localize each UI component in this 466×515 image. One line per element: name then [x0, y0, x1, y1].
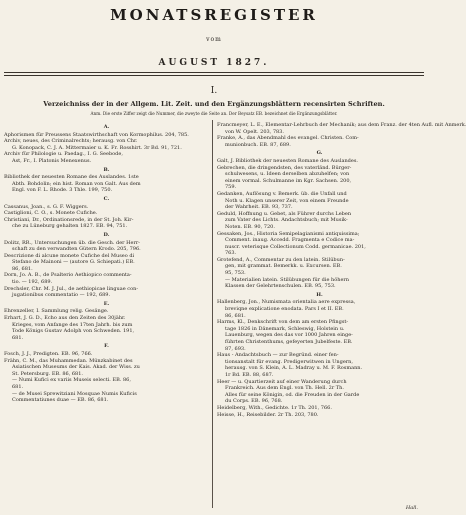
register-entry: 86, 681.: [12, 265, 33, 272]
column-divider: [212, 120, 213, 508]
signature: Hall.: [405, 505, 418, 511]
register-entry: Geduld, Hoffnung u. Gebet, als Führer durchs Leben: [217, 210, 352, 217]
register-entry: Dorn, Jo. A. B., de Psalterio Aethiopico commenta-: [4, 272, 132, 279]
register-entry: Christiani, Dr., Ordinationsrede, in der St. Joh. Kir-: [4, 216, 134, 223]
register-entry: 87, 693.: [225, 345, 246, 352]
index-letter: B.: [103, 166, 110, 173]
register-entry: — de Musei Sprewitziani Mosquae Numis Kuficis: [12, 390, 137, 397]
register-entry: Noten. EB. 90, 720.: [225, 223, 275, 230]
index-letter: C.: [103, 195, 110, 202]
section-note: Anm. Die erste Ziffer zeigt die Nummer, die zweyte die Seite an. Der Beysatz EB. bezeichnet die Ergänzungsblätter.: [90, 111, 338, 116]
register-entry: Cassanus, Joan., s. G. F. Wiggers.: [4, 203, 89, 210]
register-entry: Noth u. Klagen unserer Zeit, von einem Freunde: [225, 197, 349, 204]
right-column: [217, 122, 466, 510]
register-entry: Erhart, J. G. D., Echo aus den Zeiten des 30jähr.: [4, 315, 126, 322]
register-entry: 763.: [225, 250, 237, 257]
register-entry: gen, mit grammat. Bemerkk. u. Excursen. EB.: [225, 263, 342, 270]
page-subline: vom: [206, 36, 222, 43]
register-entry: Hallenberg, Jon., Numismata orientalia aere expressa,: [217, 299, 356, 306]
register-entry: Grotefend, A., Commentar zu den latein. Stilübun-: [217, 256, 345, 263]
register-entry: schaft zu den verwandten Gütern Krodo. 205, 796.: [12, 246, 141, 253]
register-entry: Ehrenzeller, I. Sammlung relig. Gesänge.: [4, 308, 109, 315]
register-entry: Franke, A., das Abendmahl des evangel. Christen. Com-: [217, 135, 359, 142]
index-letter: E.: [103, 300, 110, 307]
register-entry: Abth. Bohdolin; ein hist. Roman von Galt. Aus dem: [12, 180, 141, 187]
register-entry: Aphorismen für Preussens Staatswirthschaft von Kormophilus. 204, 785.: [4, 131, 189, 138]
register-entry: Galt, J. Bibliothek der neuesten Romane des Auslandes.: [217, 157, 358, 164]
index-letter: A.: [103, 124, 110, 130]
header-rule-top: [4, 72, 424, 73]
register-entry: Krieges, vom Anfange des 17ten Jahrh. bis zum: [12, 321, 133, 328]
register-entry: Comment. inaug. Accedd. Fragmenta e Codice ma-: [225, 237, 355, 244]
register-entry: Bibliothek der neuesten Romane des Auslandes. 1ste: [4, 174, 139, 181]
register-entry: — Numi Kufici ex variis Museis selecti. EB. 86,: [12, 377, 131, 384]
register-entry: Castiglioni, C. O., s. Monete Cufiche.: [4, 210, 98, 217]
section-heading: Verzeichniss der in der Allgem. Lit. Zeit. und den Ergänzungsblättern recensirten Schriften.: [43, 100, 385, 108]
register-entry: tionsanstalt für evang. Predigerwitwen in Ungern,: [225, 358, 353, 365]
register-entry: Francmeyer, L. E., Elementar-Lehrbuch der Mechanik; aus dem Franz. der 4ten Aufl. mit Anmerk.: [217, 122, 466, 128]
month-heading: AUGUST 1827.: [158, 58, 270, 68]
register-entry: 759.: [225, 184, 237, 191]
register-entry: Gebrechen, die dringendsten, des vaterländ. Bürger-: [217, 164, 352, 171]
register-entry: Frähn, C. M., das Muhammedan. Münzkabinet des: [4, 357, 133, 364]
register-entry: du Corps. EB. 96, 768.: [225, 398, 283, 405]
register-entry: Alles für seine Königin, od. die Freuden in der Garde: [225, 391, 360, 398]
register-entry: Heer — u. Quartierzeit auf einer Wanderung durch: [217, 378, 347, 385]
index-letter: F.: [104, 343, 109, 350]
register-entry: Frankreich. Aus dem Engl. von Th. Hell. 2r Th.: [225, 385, 344, 392]
register-entry: Dolitz, RR., Untersuchungen üb. die Gesch. der Herr-: [4, 239, 140, 246]
register-entry: Asiatischen Museums der Kais. Akad. der Wiss. zu: [12, 364, 140, 371]
register-entry: — Materialien latein. Stilübungen für die höhern: [225, 276, 350, 283]
register-entry: G. Konopack, C. J. A. Mittermaier u. K. Fr. Rosshirt. 3r Bd. 91, 721.: [12, 144, 182, 151]
register-entry: Lauenburg, wegen des das vor 1000 Jahren einge-: [225, 332, 353, 339]
register-entry: Archiv, neues, des Criminalrechts; herausg. von Chr.: [4, 138, 138, 145]
register-entry: Archiv für Philologie u. Paedag., I. G. Seebode,: [4, 151, 123, 158]
register-entry: einem vormal. Schulmanne im Kgr. Sachsen. 200,: [225, 177, 352, 184]
register-entry: zum Vater des Lichts. Andachtsbuch; mit Musik-: [225, 217, 348, 224]
register-entry: 86, 681.: [225, 312, 246, 319]
register-entry: Commentatiunes duae — EB. 86, 681.: [12, 397, 109, 404]
register-entry: Tode Königs Gustav Adolph von Schweden. 191,: [12, 328, 135, 335]
register-entry: jugationibus commentatio — 192, 689.: [12, 292, 111, 299]
register-entry: Fosch, J. J., Predigten. EB. 96, 766.: [4, 351, 93, 357]
register-entry: che zu Lüneburg gehalten 1827. EB. 94, 751.: [12, 223, 128, 230]
left-column: [4, 122, 209, 510]
register-entry: der Wahrheit. EB. 93, 737.: [225, 204, 293, 211]
register-entry: von W. Opelt. 203, 783.: [225, 128, 284, 135]
register-entry: schulwesens, u. Ideen derselben abzuhelfen; von: [225, 171, 350, 178]
register-entry: Heisse, H., Reisebilder. 2r Th. 203, 780.: [217, 411, 319, 418]
register-entry: 1r Bd. EB. 88, 687.: [225, 371, 274, 378]
register-entry: Stefano de Mainoni — (autore G. Schiepati.) EB.: [12, 259, 135, 266]
register-entry: breviqne explicatione enodata. Pars I et II. EB.: [225, 306, 344, 313]
register-entry: Haus - Andachtsbuch — zur Begründ. einer fen-: [217, 352, 339, 359]
register-entry: Engl. von F. L. Rhode. 3 Thle. 199, 750.: [12, 187, 113, 194]
register-entry: Gessaken, Jos., Historia Semipelagianismi antiquissima;: [217, 230, 360, 237]
index-letter: G.: [316, 150, 323, 157]
register-entry: St. Petersburg. EB. 86, 681.: [12, 370, 84, 377]
register-entry: 681.: [12, 334, 24, 341]
register-entry: tage 1826 in Dänemark, Schleswig, Holstein u.: [225, 325, 345, 332]
register-entry: nuscr. veterisque Collectionum Codd. germanicae. 201,: [225, 243, 366, 250]
section-number: I.: [210, 86, 218, 96]
register-entry: herausg. von S. Klein, A. L. Madray u. M. F. Rosmann.: [225, 365, 363, 372]
register-entry: Descrizione di alcune monete Cufiche del Museo di: [4, 252, 135, 259]
index-letter: H.: [316, 291, 323, 298]
register-entry: Klassen der Gelehrtenschulen. EB. 95, 753.: [225, 283, 336, 290]
register-entry: munionbuch. EB. 87, 689.: [225, 141, 291, 148]
register-entry: Harms, Kl., Denkschrift von dem am ersten Pfingst-: [217, 319, 349, 326]
header-rule-bottom: [4, 75, 424, 76]
page-title: MONATSREGISTER: [110, 6, 318, 24]
register-entry: Heidelberg, With., Gedichte. 1r Th. 201, 766.: [217, 404, 332, 411]
register-entry: Drechsler, Chr. M. J. Jul., de aethiopicae linguae con-: [4, 285, 139, 292]
register-entry: Ast, Fr., I. Platonis Menexenus.: [12, 157, 92, 164]
index-letter: D.: [103, 231, 110, 238]
register-entry: 95, 753.: [225, 270, 246, 277]
register-entry: tio. — 192, 689.: [12, 279, 53, 286]
register-entry: 681.: [12, 383, 24, 390]
register-entry: Gedanken, Auflösung v. Bemerk. üb. die Unfall und: [217, 190, 347, 197]
register-entry: führten Christenthums, gefeyerten Jubelfeste. EB.: [225, 339, 353, 345]
